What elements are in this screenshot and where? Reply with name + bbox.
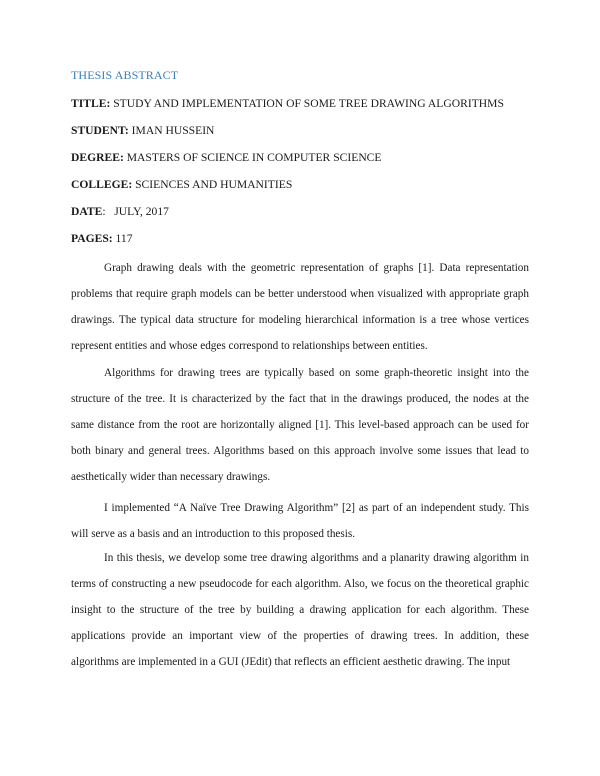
abstract-paragraph-3: I implemented “A Naïve Tree Drawing Algorithm” [2] as part of an independent study. This will serve as a basis and an introduction to this proposed thesis. <box>71 502 529 541</box>
abstract-paragraph-4: In this thesis, we develop some tree drawing algorithms and a planarity drawing algorithm in terms of constructing a new pseudocode for each algorithm. Also, we focus on the theoretical graphic insight to the structure of the tree by building a drawing application for each algorithm. These applications provide an important view of the properties of drawing trees. In addition, these algorithms are implemented in a GUI (JEdit) that reflects an efficient aesthetic drawing. The input <box>71 552 529 669</box>
meta-degree-value: MASTERS OF SCIENCE IN COMPUTER SCIENCE <box>123 151 382 164</box>
meta-date-value: : JULY, 2017 <box>102 205 169 218</box>
meta-date-label: DATE <box>71 205 103 218</box>
meta-degree-label: DEGREE: <box>71 151 124 164</box>
meta-title <box>71 97 504 110</box>
meta-student-label: STUDENT: <box>71 124 129 137</box>
meta-college-label: COLLEGE: <box>71 178 133 191</box>
meta-student <box>71 124 214 137</box>
abstract-paragraph-2: Algorithms for drawing trees are typically based on some graph-theoretic insight into the structure of the tree. It is characterized by the fact that in the drawings produced, the nodes at the same distance from the root are horizontally aligned [1]. This level-based approach can be used for both binary and general trees. Algorithms based on this approach involve some issues that lead to aesthetically wider than necessary drawings. <box>71 367 529 484</box>
meta-degree <box>71 151 382 164</box>
meta-pages <box>71 232 133 245</box>
meta-pages-value: 117 <box>112 232 133 245</box>
meta-college <box>71 178 292 191</box>
abstract-paragraph-1: Graph drawing deals with the geometric representation of graphs [1]. Data representation problems that require graph models can be better understood when visualized with appropriate graph drawings. The typical data structure for modeling hierarchical information is a tree whose vertices represent entities and whose edges correspond to relationships between entities. <box>71 262 529 353</box>
meta-title-label: TITLE: <box>71 97 111 110</box>
meta-pages-label: PAGES: <box>71 232 113 245</box>
meta-student-value: IMAN HUSSEIN <box>128 124 215 137</box>
meta-date <box>71 205 169 218</box>
thesis-abstract-heading: THESIS ABSTRACT <box>71 68 179 82</box>
meta-title-value: STUDY AND IMPLEMENTATION OF SOME TREE DRAWING ALGORITHMS <box>110 97 504 110</box>
meta-college-value: SCIENCES AND HUMANITIES <box>132 178 293 191</box>
